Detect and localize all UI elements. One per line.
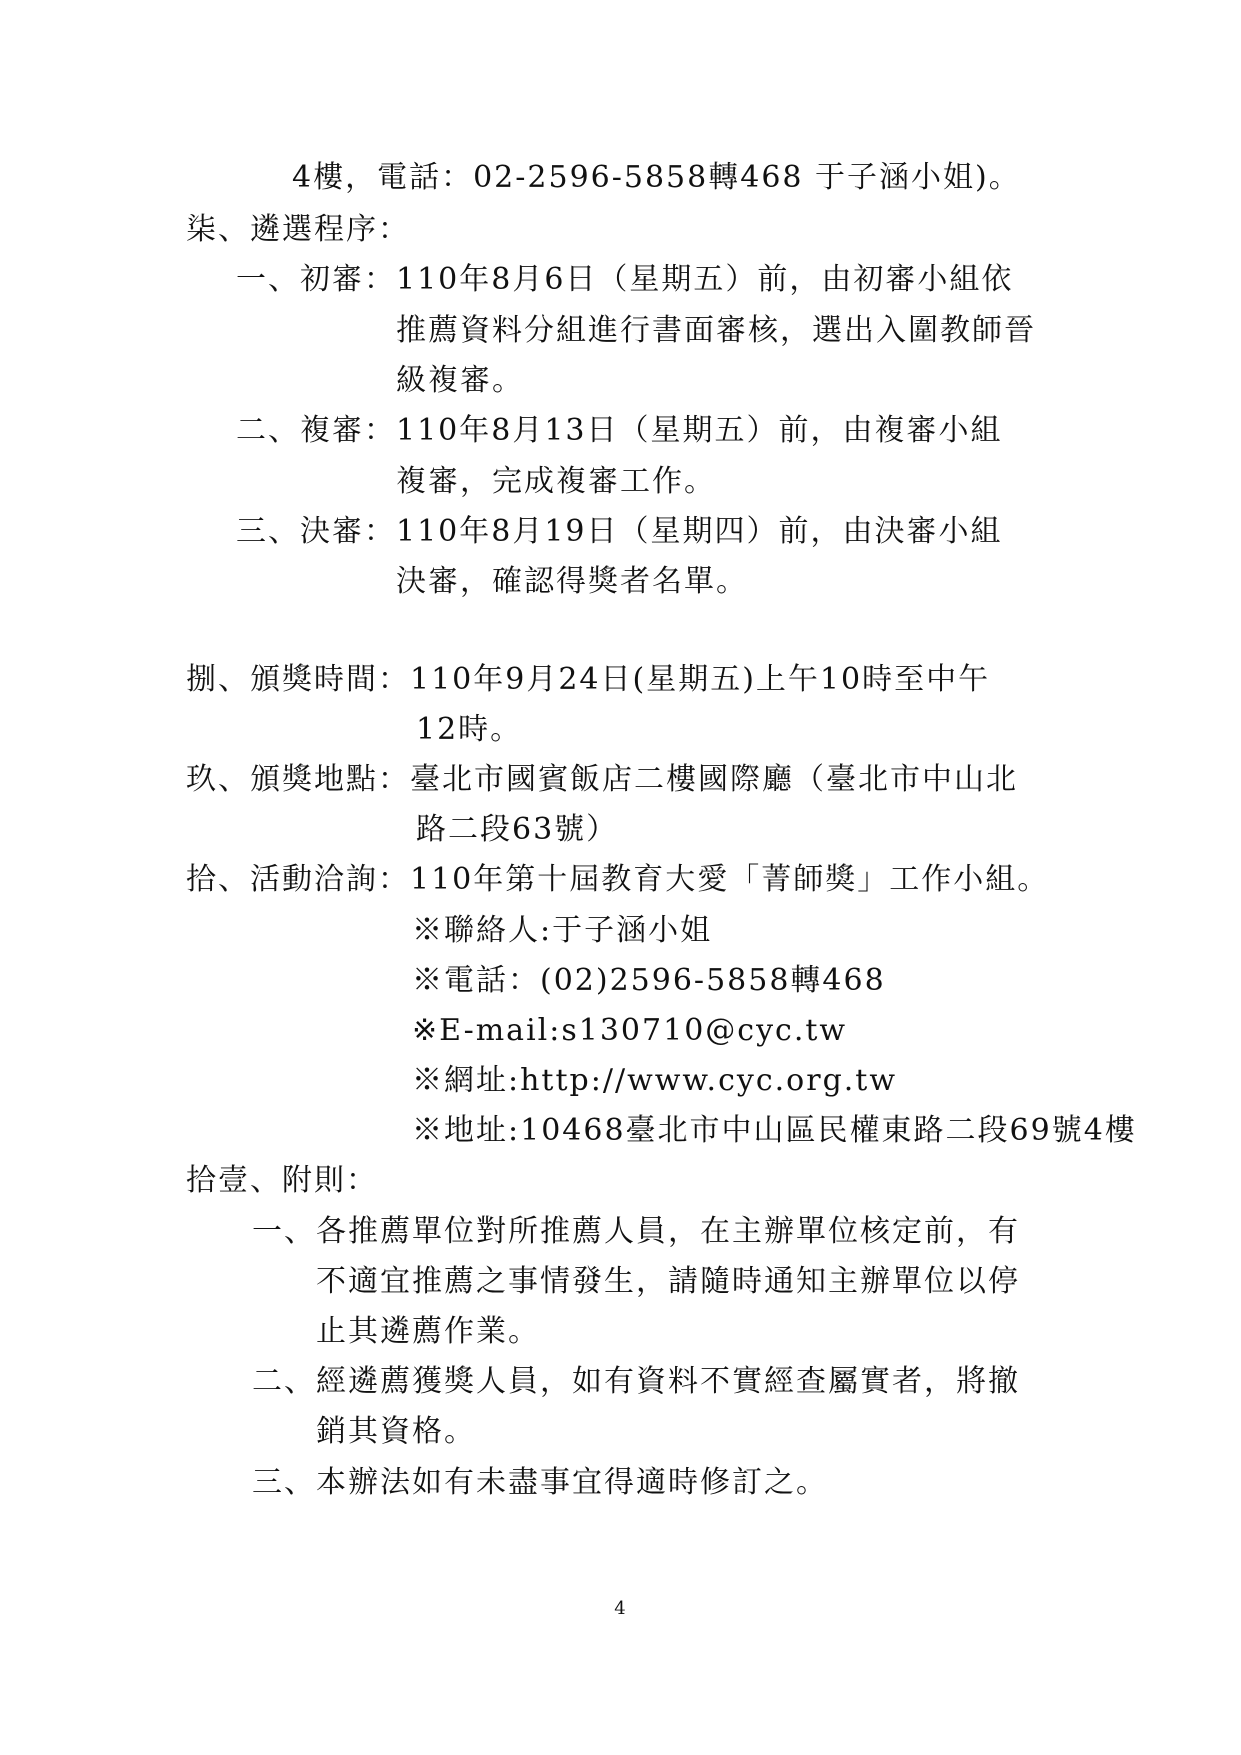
section9-line1: 玖、頒獎地點：臺北市國賓飯店二樓國際廳（臺北市中山北 (186, 762, 1018, 797)
section7-item3-line1: 三、決審：110年8月19日（星期四）前，由決審小組 (236, 514, 1003, 549)
section7-item1-line1: 一、初審：110年8月6日（星期五）前，由初審小組依 (236, 262, 1014, 297)
section7-item2-line2: 複審，完成複審工作。 (396, 464, 716, 499)
section11-item1-line1: 一、各推薦單位對所推薦人員，在主辦單位核定前，有 (252, 1214, 1020, 1249)
section11-item3-line1: 三、本辦法如有未盡事宜得適時修訂之。 (252, 1465, 828, 1500)
page-number: 4 (614, 1598, 626, 1619)
section11-heading: 拾壹、附則： (186, 1163, 378, 1198)
section11-item1-line3: 止其遴薦作業。 (316, 1314, 540, 1349)
contact-phone: ※電話：(02)2596-5858轉468 (412, 963, 886, 998)
section8-line2: 12時。 (416, 712, 523, 747)
contact-person: ※聯絡人:于子涵小姐 (412, 913, 713, 948)
section7-item3-line2: 決審，確認得獎者名單。 (396, 564, 748, 599)
section11-item2-line2: 銷其資格。 (316, 1414, 476, 1449)
section11-item1-line2: 不適宜推薦之事情發生，請隨時通知主辦單位以停 (316, 1264, 1020, 1299)
section10-line1: 拾、活動洽詢：110年第十屆教育大愛「菁師獎」工作小組。 (186, 862, 1050, 897)
section8-line1: 捌、頒獎時間：110年9月24日(星期五)上午10時至中午 (186, 662, 991, 697)
section7-item2-line1: 二、複審：110年8月13日（星期五）前，由複審小組 (236, 413, 1003, 448)
section11-item2-line1: 二、經遴薦獲獎人員，如有資料不實經查屬實者，將撤 (252, 1364, 1020, 1399)
section9-line2: 路二段63號） (416, 812, 619, 847)
contact-email: ※E-mail:s130710@cyc.tw (412, 1013, 848, 1048)
section7-item1-line3: 級複審。 (396, 363, 524, 398)
intro-line: 4樓，電話：02-2596-5858轉468 于子涵小姐)。 (292, 160, 1021, 195)
section7-heading: 柒、遴選程序： (186, 212, 410, 247)
section7-item1-line2: 推薦資料分組進行書面審核，選出入圍教師晉 (396, 313, 1036, 348)
contact-website: ※網址:http://www.cyc.org.tw (412, 1063, 898, 1098)
contact-address: ※地址:10468臺北市中山區民權東路二段69號4樓 (412, 1113, 1137, 1148)
